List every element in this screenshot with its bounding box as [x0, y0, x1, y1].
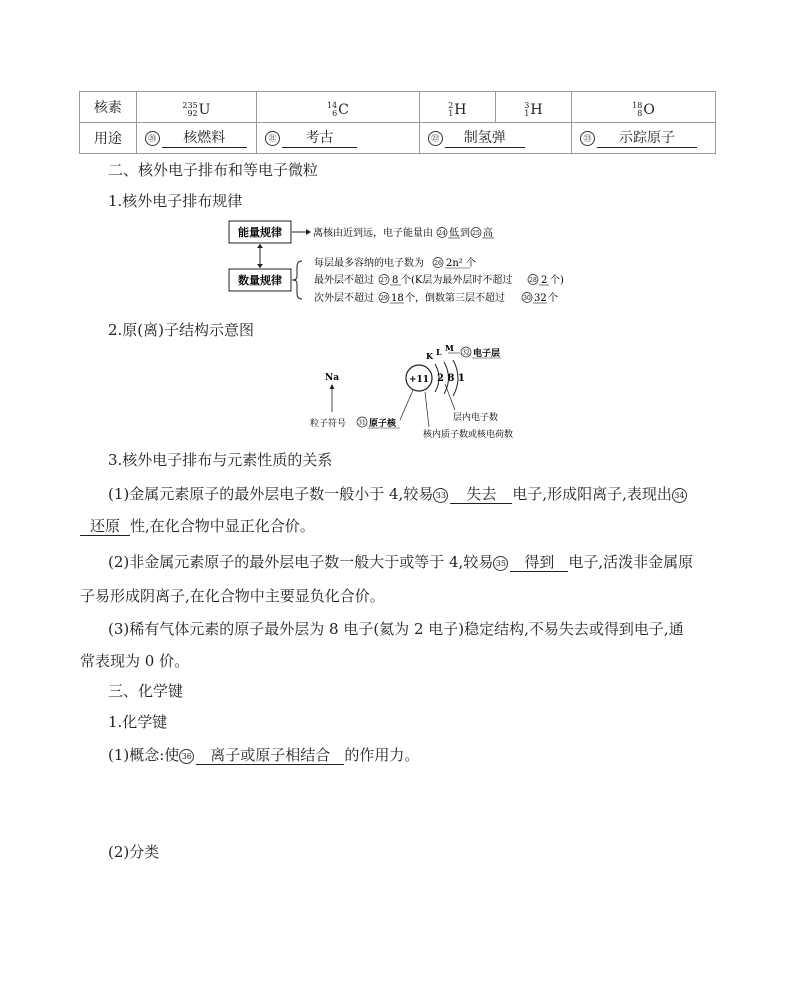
svg-text:M: M	[445, 343, 454, 353]
svg-text:27: 27	[380, 277, 388, 284]
paragraph-3-line-1: (3)稀有气体元素的原子最外层为 8 电子(氦为 2 电子)稳定结构,不易失去或得到电子,通	[108, 620, 684, 638]
svg-text:29: 29	[380, 295, 388, 302]
svg-text:次外层不超过: 次外层不超过	[314, 293, 374, 304]
layer-electron-label: 层内电子数	[453, 413, 499, 423]
table-header-cell: 用途	[80, 123, 137, 154]
classification-label: (2)分类	[108, 843, 160, 861]
use-cell: ㉑ 考古	[257, 123, 420, 154]
nucleus-charge: +11	[408, 375, 430, 385]
shell-label: 电子层	[473, 349, 501, 359]
element-symbol: Na	[325, 373, 340, 383]
svg-text:个: 个	[548, 293, 558, 304]
svg-text:最外层不超过: 最外层不超过	[314, 275, 374, 286]
svg-text:高: 高	[483, 228, 493, 239]
svg-text:32: 32	[534, 293, 547, 304]
subsection-heading: 3.核外电子排布与元素性质的关系	[108, 451, 333, 469]
paragraph-2-line-1: (2)非金属元素原子的最外层电子数一般大于或等于 4,较易 35 得到 电子,活泼非金属原	[108, 553, 694, 571]
svg-text:25: 25	[472, 230, 480, 237]
svg-text:32: 32	[462, 349, 470, 357]
subsection-heading: 2.原(离)子结构示意图	[108, 321, 255, 339]
section-heading: 二、核外电子排布和等电子微粒	[108, 161, 319, 179]
svg-text:28: 28	[529, 277, 537, 284]
svg-text:2n² 个: 2n² 个	[446, 258, 476, 269]
svg-text:个(K层为最外层时不超过: 个(K层为最外层时不超过	[401, 275, 513, 286]
proton-label: 核内质子数或核电荷数	[423, 430, 514, 440]
nucleus-label: 原子核	[369, 419, 397, 429]
svg-text:18: 18	[391, 293, 404, 304]
svg-text:每层最多容纳的电子数为: 每层最多容纳的电子数为	[314, 258, 424, 269]
paragraph-1-line-1: (1)金属元素原子的最外层电子数一般小于 4,较易 33 失去 电子,形成阳离子,表现出 34	[108, 484, 689, 504]
svg-text:L: L	[436, 347, 442, 357]
paragraph-1-line-2: 还原 性,在化合物中显正化合价。	[80, 516, 315, 536]
energy-rule-label: 能量规律	[238, 226, 282, 239]
subsection-heading: 1.化学键	[108, 713, 168, 731]
electron-counts: 2 8 1	[437, 373, 465, 384]
svg-text:24: 24	[438, 230, 446, 237]
symbol-label: 粒子符号	[310, 419, 347, 429]
nuclide-cell: 2 1 H	[419, 92, 495, 123]
table-row	[80, 92, 716, 123]
svg-text:2: 2	[541, 275, 548, 286]
svg-text:低: 低	[449, 228, 459, 239]
section-heading: 三、化学键	[108, 682, 184, 700]
nuclide-cell: 235 92 U	[136, 92, 256, 123]
isotope-table	[79, 91, 716, 154]
svg-text:31: 31	[358, 419, 366, 427]
svg-text:K: K	[426, 351, 433, 361]
svg-text:个，倒数第三层不超过: 个，倒数第三层不超过	[405, 293, 505, 304]
paragraph-3-line-2: 常表现为 0 价。	[80, 652, 190, 670]
atom-structure-diagram	[305, 342, 535, 442]
subsection-heading: 1.核外电子排布规律	[108, 192, 243, 210]
svg-text:个): 个)	[550, 275, 564, 286]
svg-text:8: 8	[392, 275, 399, 286]
count-rule-label: 数量规律	[238, 274, 282, 287]
paragraph-4: (1)概念:使 36 离子或原子相结合 的作用力。	[108, 746, 420, 764]
energy-rule-text: 离核由近到远，电子能量由	[313, 228, 433, 239]
svg-text:到: 到	[460, 228, 470, 239]
table-header-cell: 核素	[80, 92, 137, 123]
paragraph-2-line-2: 子易形成阴离子,在化合物中主要显负化合价。	[80, 587, 385, 605]
use-cell: ㉒ 制氢弹	[419, 123, 571, 154]
svg-text:30: 30	[523, 295, 531, 302]
nuclide-cell: 14 6 C	[257, 92, 420, 123]
nuclide-cell: 3 1 H	[495, 92, 571, 123]
use-cell: ⑳ 核燃料	[136, 123, 256, 154]
svg-text:26: 26	[434, 260, 442, 267]
electron-rules-diagram	[220, 215, 590, 310]
use-cell: ㉓ 示踪原子	[571, 123, 715, 154]
nuclide-cell: 18 8 O	[571, 92, 715, 123]
table-row	[80, 123, 716, 154]
